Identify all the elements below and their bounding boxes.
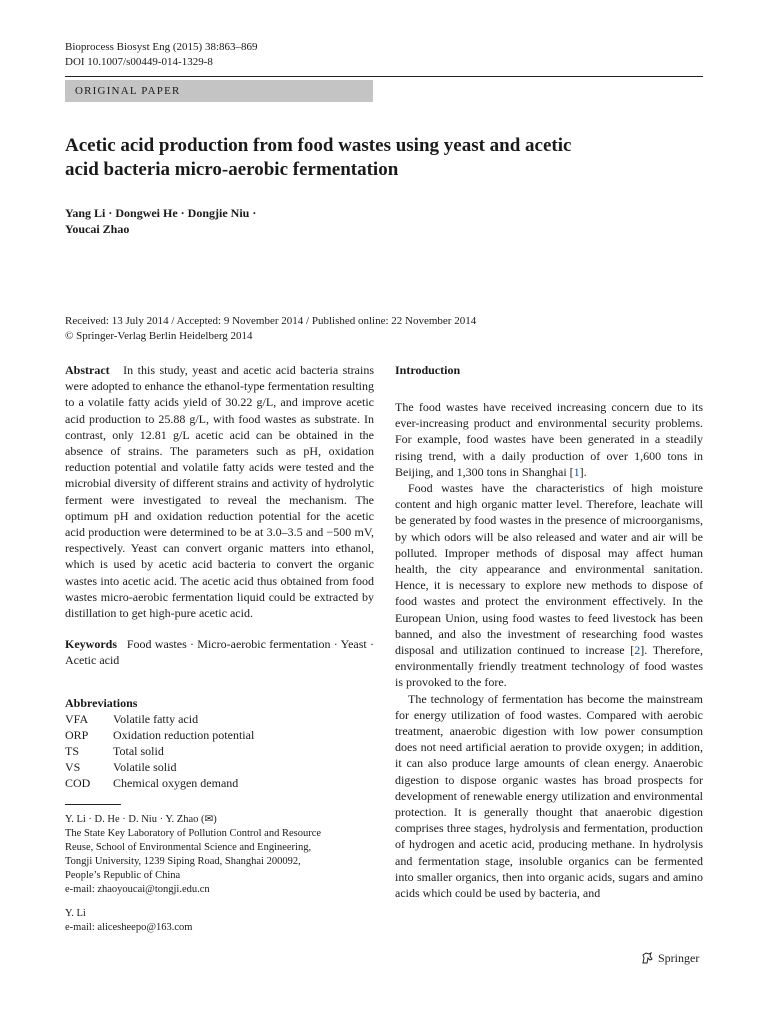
abbreviation-code: ORP <box>65 727 89 742</box>
title-line: acid bacteria micro-aerobic fermentation <box>65 159 399 180</box>
journal-citation: Bioprocess Biosyst Eng (2015) 38:863–869 <box>65 41 258 53</box>
email-link[interactable]: e-mail: alicesheepo@163.com <box>65 921 193 933</box>
affiliation <box>65 813 374 935</box>
footnote-rule <box>65 804 121 805</box>
copyright-line: © Springer-Verlag Berlin Heidelberg 2014 <box>65 330 253 342</box>
abstract-text: In this study, yeast and acetic acid bacteria strains were adopted to enhance the ethanol-type fermentation resulting to a volatile fatty acids yield of 30.22 g/L, and improve acetic acid production to 25.88 g/L, with food wastes as substrate. In contrast, only 12.81 g/L acetic acid can be obtained in the absence of strains. The parameters such as pH, oxidation reduction potential and volatile fatty acids were tested and the microbial diversity of different strains and activity of hydrolytic ferment were investigated to reveal the mechanism. The optimum pH and oxidation reduction potential for the acetic acid production were determined to be at 3.0–3.5 and −500 mV, respectively. Yeast can convert organic matters into ethanol, which is used by acetic acid bacteria to convert the organic wastes into acetic acid. The acetic acid thus obtained from food wastes micro-aerobic fermentation liquid could be extracted by distillation to get high-pure acetic acid. <box>65 363 374 621</box>
abbreviation-row <box>65 775 263 791</box>
intro-paragraph <box>395 399 703 480</box>
right-column <box>395 362 703 901</box>
keywords-label: Keywords <box>65 637 117 652</box>
publisher-name: Springer <box>658 951 700 965</box>
abbreviation-meaning: Volatile fatty acid <box>113 711 199 726</box>
abbreviation-meaning: Oxidation reduction potential <box>113 727 255 742</box>
title-line: Acetic acid production from food wastes using yeast and acetic <box>65 135 572 156</box>
history-line: Received: 13 July 2014 / Accepted: 9 November 2014 / Published online: 22 November 2014 <box>65 315 477 327</box>
affiliation-author: Y. Li <box>65 907 86 919</box>
introduction-heading: Introduction <box>395 363 461 377</box>
abbreviation-row <box>65 743 263 759</box>
affiliation-line: Tongji University, 1239 Siping Road, Shanghai 200092, <box>65 855 301 867</box>
journal-header <box>65 40 258 70</box>
article-type-banner: ORIGINAL PAPER <box>65 80 373 102</box>
affiliation-line: The State Key Laboratory of Pollution Control and Resource <box>65 827 322 839</box>
springer-horse-icon <box>640 951 654 965</box>
paper-title <box>65 134 685 182</box>
paragraph-text: The food wastes have received increasing concern due to its ever-increasing product and environmental security problems. For example, food wastes have been generated in a steadily rising trend, with a daily production of over 1,600 tons in Beijing, and 1,300 tons in Shanghai [ <box>395 400 703 479</box>
email-link[interactable]: e-mail: zhaoyoucai@tongji.edu.cn <box>65 883 210 895</box>
citation-link[interactable]: 1 <box>573 464 580 479</box>
abbreviation-row <box>65 711 263 727</box>
abbreviation-code: COD <box>65 776 91 791</box>
paragraph-text: ]. Therefore, environmentally friendly treatment technology of food wastes is provoked to the fore. <box>395 643 703 690</box>
abbreviation-code: VFA <box>65 711 89 726</box>
affiliation-line: People’s Republic of China <box>65 869 181 881</box>
abbreviation-code: VS <box>65 760 81 775</box>
abbreviation-meaning: Total solid <box>113 744 164 759</box>
affiliation-line: Reuse, School of Environmental Science and Engineering, <box>65 841 312 853</box>
paragraph-text: ]. <box>579 464 587 479</box>
doi[interactable]: DOI 10.1007/s00449-014-1329-8 <box>65 56 213 68</box>
abbreviation-row <box>65 727 263 743</box>
spacer <box>65 897 374 907</box>
abbreviation-code: TS <box>65 744 80 759</box>
abbreviation-meaning: Volatile solid <box>113 760 177 775</box>
header-rule <box>65 76 703 77</box>
publication-dates <box>65 314 705 344</box>
abstract-label: Abstract <box>65 363 110 377</box>
intro-paragraph: The technology of fermentation has become the mainstream for energy utilization of food wastes. Compared with aerobic treatment, anaerobic digestion with low power consumption does not need artificial aeration to provide oxygen; in addition, it can also produce large amounts of clean energy. Anaerobic digestion to dispose organic wastes has broad prospects for development of renewable energy utilization and environmental protection. It is generally thought that anaerobic digestion comprises three stages, hydrolysis and fermentation, production of hydrogen and acetic acid, producing methane. In hydrolysis and fermentation stage, insoluble organics can be fermented into smaller organics, then into organic acids, sugars and amino acids which could be used by bacteria, and <box>395 691 703 901</box>
abstract <box>65 362 374 621</box>
paragraph-text: Food wastes have the characteristics of high moisture content and high organic matter level. Therefore, leachate will be generated by food wastes in the presence of microorganisms, by which odors will be also released and water and air will be polluted. Improper methods of disposal may affect human health, the city appearance and environmental sanitation. Hence, it is necessary to explore new methods to dispose of food wastes and protect the environment effectively. In the European Union, using food wastes to feed livestock has been banned, and also the investment of researching food wastes disposal and utilization continued to increase [ <box>395 481 703 658</box>
authors-line: Youcai Zhao <box>65 222 130 236</box>
authors-line: Yang Li · Dongwei He · Dongjie Niu · <box>65 206 257 220</box>
keywords-text: Food wastes · Micro-aerobic fermentation · Yeast · Acetic acid <box>65 637 374 668</box>
author-list <box>65 205 485 237</box>
affiliation-authors: Y. Li · D. He · D. Niu · Y. Zhao (✉) <box>65 813 217 825</box>
abbreviation-meaning: Chemical oxygen demand <box>113 776 239 791</box>
keywords <box>65 636 374 668</box>
abbreviation-row <box>65 759 263 775</box>
abbreviations-table <box>65 711 263 792</box>
citation-link[interactable]: 2 <box>634 643 641 658</box>
abbreviations-heading: Abbreviations <box>65 695 138 710</box>
left-column <box>65 362 374 935</box>
intro-paragraph <box>395 480 703 691</box>
publisher-mark <box>640 950 699 966</box>
